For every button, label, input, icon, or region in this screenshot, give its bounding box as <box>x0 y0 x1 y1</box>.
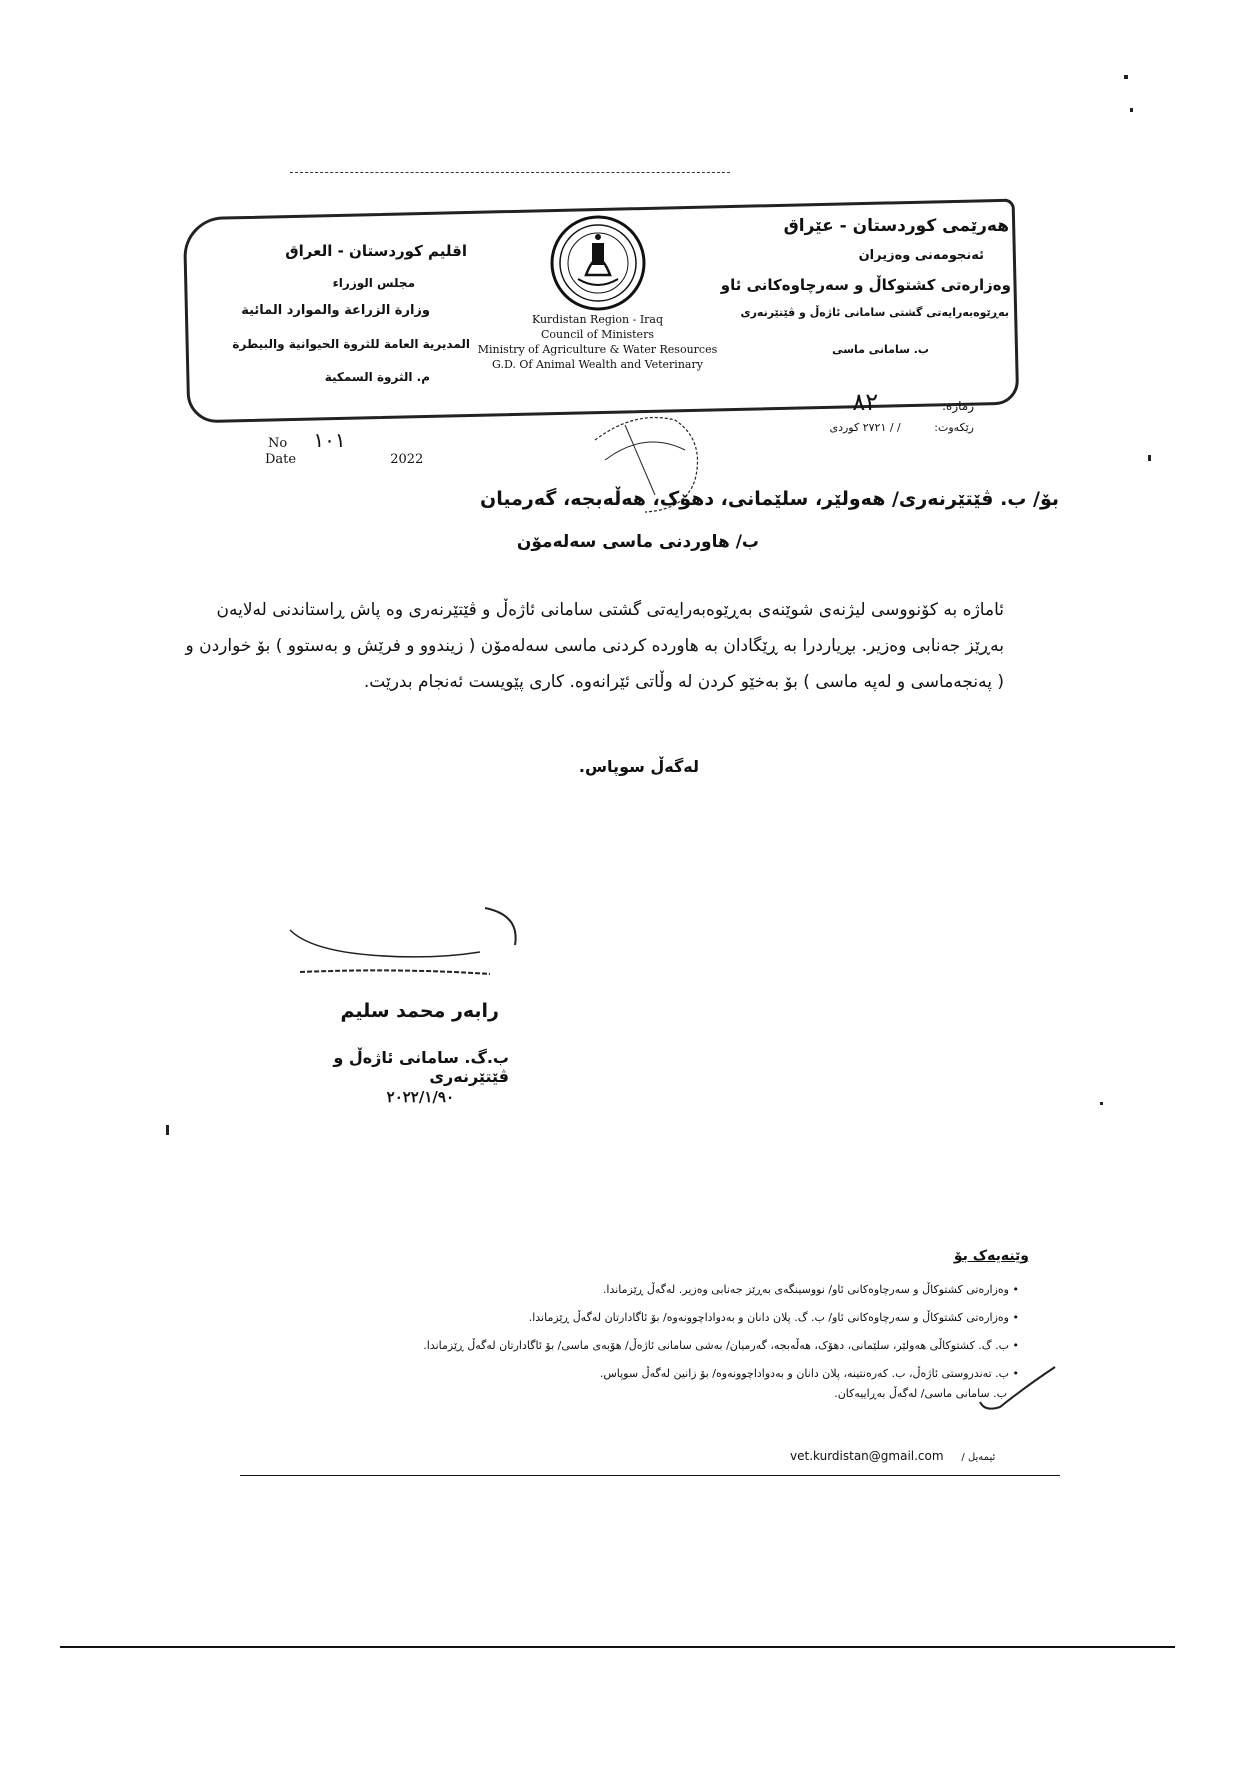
top-dashed-mark <box>290 172 730 173</box>
cc-item-text: وەزارەتی کشتوکاڵ و سەرچاوەکانی ئاو/ نووسینگەی بەڕێز جەنابی وەزیر. لەگەڵ ڕێزماندا. <box>602 1283 1009 1296</box>
scan-speck <box>1130 108 1133 112</box>
footer-rule <box>240 1475 1060 1476</box>
reference-no-row <box>268 428 346 452</box>
footer-email-label: / ئیمەیل <box>961 1452 996 1463</box>
header-kurdish-council: ئەنجومەنی وەزیران <box>858 248 984 263</box>
header-arabic-council: مجلس الوزراء <box>332 276 415 290</box>
header-english-block <box>460 312 735 372</box>
footer-email-row <box>790 1449 995 1463</box>
header-english-ministry: Ministry of Agriculture & Water Resources <box>477 343 718 356</box>
cc-item-text: ب. تەندروستی ئاژەڵ، ب. کەرەنتینە، پلان دانان و بەدواداچوونەوە/ بۆ زانین لەگەڵ سوپاس. <box>599 1367 1009 1380</box>
letter-body <box>184 592 1004 700</box>
cc-item: • ب. تەندروستی ئاژەڵ، ب. کەرەنتینە، پلان دانان و بەدواداچوونەوە/ بۆ زانین لەگەڵ سوپاس. <box>599 1367 1019 1380</box>
reference-number-value: ٨٢ <box>852 388 879 416</box>
cc-item-text: وەزارەتی کشتوکاڵ و سەرچاوەکانی ئاو/ ب. گ. پلان دانان و بەدواداچوونەوە/ بۆ ئاگادارتان لەگەڵ ڕێزماندا. <box>528 1311 1009 1324</box>
cc-item <box>259 1384 1007 1404</box>
initials-scribble-icon <box>975 1362 1065 1417</box>
header-arabic-region: اقليم كوردستان - العراق <box>285 242 467 260</box>
cc-item-text: ب. گ. کشتوکاڵی هەولێر، سلێمانی، دهۆک، هەڵەبجە، گەرمیان/ بەشی سامانی ئاژەڵ/ هۆبەی ماسی/ بۆ ئاگادارتان لەگەڵ ڕێزماندا. <box>423 1339 1009 1352</box>
reference-date-en-value: 2022 <box>390 452 424 467</box>
cc-item-text: ب. سامانی ماسی/ لەگەڵ بەڕاییەکان. <box>834 1387 1007 1400</box>
header-kurdish-ministry: وەزارەتی کشتوکاڵ و سەرچاوەکانی ئاو <box>720 276 1011 294</box>
ministry-seal-icon <box>548 213 648 313</box>
reference-number-label: ژمارە: <box>941 399 974 413</box>
scan-speck <box>1100 1102 1103 1105</box>
header-english-region: Kurdistan Region - Iraq <box>531 313 664 326</box>
cc-item: • وەزارەتی کشتوکاڵ و سەرچاوەکانی ئاو/ نووسینگەی بەڕێز جەنابی وەزیر. لەگەڵ ڕێزماندا. <box>602 1283 1019 1296</box>
cc-item: • ب. گ. کشتوکاڵی هەولێر، سلێمانی، دهۆک، هەڵەبجە، گەرمیان/ بەشی سامانی ئاژەڵ/ هۆبەی ماسی/ بۆ ئاگادارتان لەگەڵ ڕێزماندا. <box>423 1339 1019 1352</box>
signatory-name: رابەر محمد سلیم <box>340 1000 499 1022</box>
body-line-3: ( پەنجەماسی و لەپە ماسی ) بۆ بەخێو کردن لە وڵاتی ئێرانەوە. کاری پێویست ئەنجام بدرێت. <box>363 672 1004 692</box>
header-english-council: Council of Ministers <box>541 328 654 341</box>
cc-list <box>259 1280 1019 1404</box>
cc-heading: وێنەیەک بۆ <box>953 1248 1029 1264</box>
reference-no-value: ١٠١ <box>313 428 346 452</box>
thanks-line: لەگەڵ سوپاس. <box>578 757 699 776</box>
body-line-1: ئاماژە بە کۆنووسی لیژنەی شوێنەی بەڕێوەبەرایەتی گشتی سامانی ئاژەڵ و ڤێتێرنەری وە پاش ڕاستاندنی لەلایەن <box>216 600 1004 620</box>
body-line-2: بەڕێز جەنابی وەزیر. بڕیاردرا بە ڕێگادان بە هاوردە کردنی ماسی سەلەمۆن ( زیندوو و فرێش و بەستوو ) بۆ خواردن و <box>185 636 1004 656</box>
signature-date: ٢٠٢٢/١/٩٠ <box>386 1088 454 1106</box>
header-kurdish-directorate: بەڕێوەبەرایەتی گشتی سامانی ئاژەڵ و ڤێتێرنەری <box>740 306 1009 319</box>
header-kurdish-region: هەرێمی کوردستان - عێراق <box>783 216 1009 236</box>
signatory-title: ب.گ. سامانی ئاژەڵ و ڤێتێرنەری <box>333 1048 509 1086</box>
header-kurdish-section: ب. سامانی ماسی <box>832 343 929 356</box>
header-arabic-ministry: وزارة الزراعة والموارد المائية <box>241 303 430 318</box>
subject-line: ب/ هاوردنی ماسی سەلەمۆن <box>516 532 759 552</box>
reference-date-value: / / ٢٧٢١ کوردی <box>829 421 901 434</box>
recipient-line: بۆ/ ب. ڤێتێرنەری/ هەولێر، سلێمانی، دهۆک، هەڵەبجە، گەرمیان <box>480 488 1059 510</box>
reference-date-en-row <box>265 452 423 467</box>
header-arabic-directorate: المديرية العامة للثروة الحيوانية والبيطرة <box>232 337 470 351</box>
cc-item: • وەزارەتی کشتوکاڵ و سەرچاوەکانی ئاو/ ب. گ. پلان دانان و بەدواداچوونەوە/ بۆ ئاگادارتان لەگەڵ ڕێزماندا. <box>528 1311 1019 1324</box>
reference-date-label: رێکەوت: <box>934 421 974 434</box>
reference-no-label: No <box>268 436 288 451</box>
signature-scribble-icon <box>280 900 540 990</box>
reference-date-row <box>734 421 974 434</box>
reference-date-en-label: Date <box>265 452 297 467</box>
header-arabic-section: م. الثروة السمكية <box>324 370 430 384</box>
reference-number-row <box>734 388 974 416</box>
scan-speck <box>1124 75 1128 79</box>
scan-speck <box>1148 455 1151 461</box>
scan-speck <box>166 1125 169 1135</box>
header-english-directorate: G.D. Of Animal Wealth and Veterinary <box>492 358 703 371</box>
footer-email: vet.kurdistan@gmail.com <box>790 1449 944 1463</box>
page-bottom-rule <box>60 1646 1175 1648</box>
